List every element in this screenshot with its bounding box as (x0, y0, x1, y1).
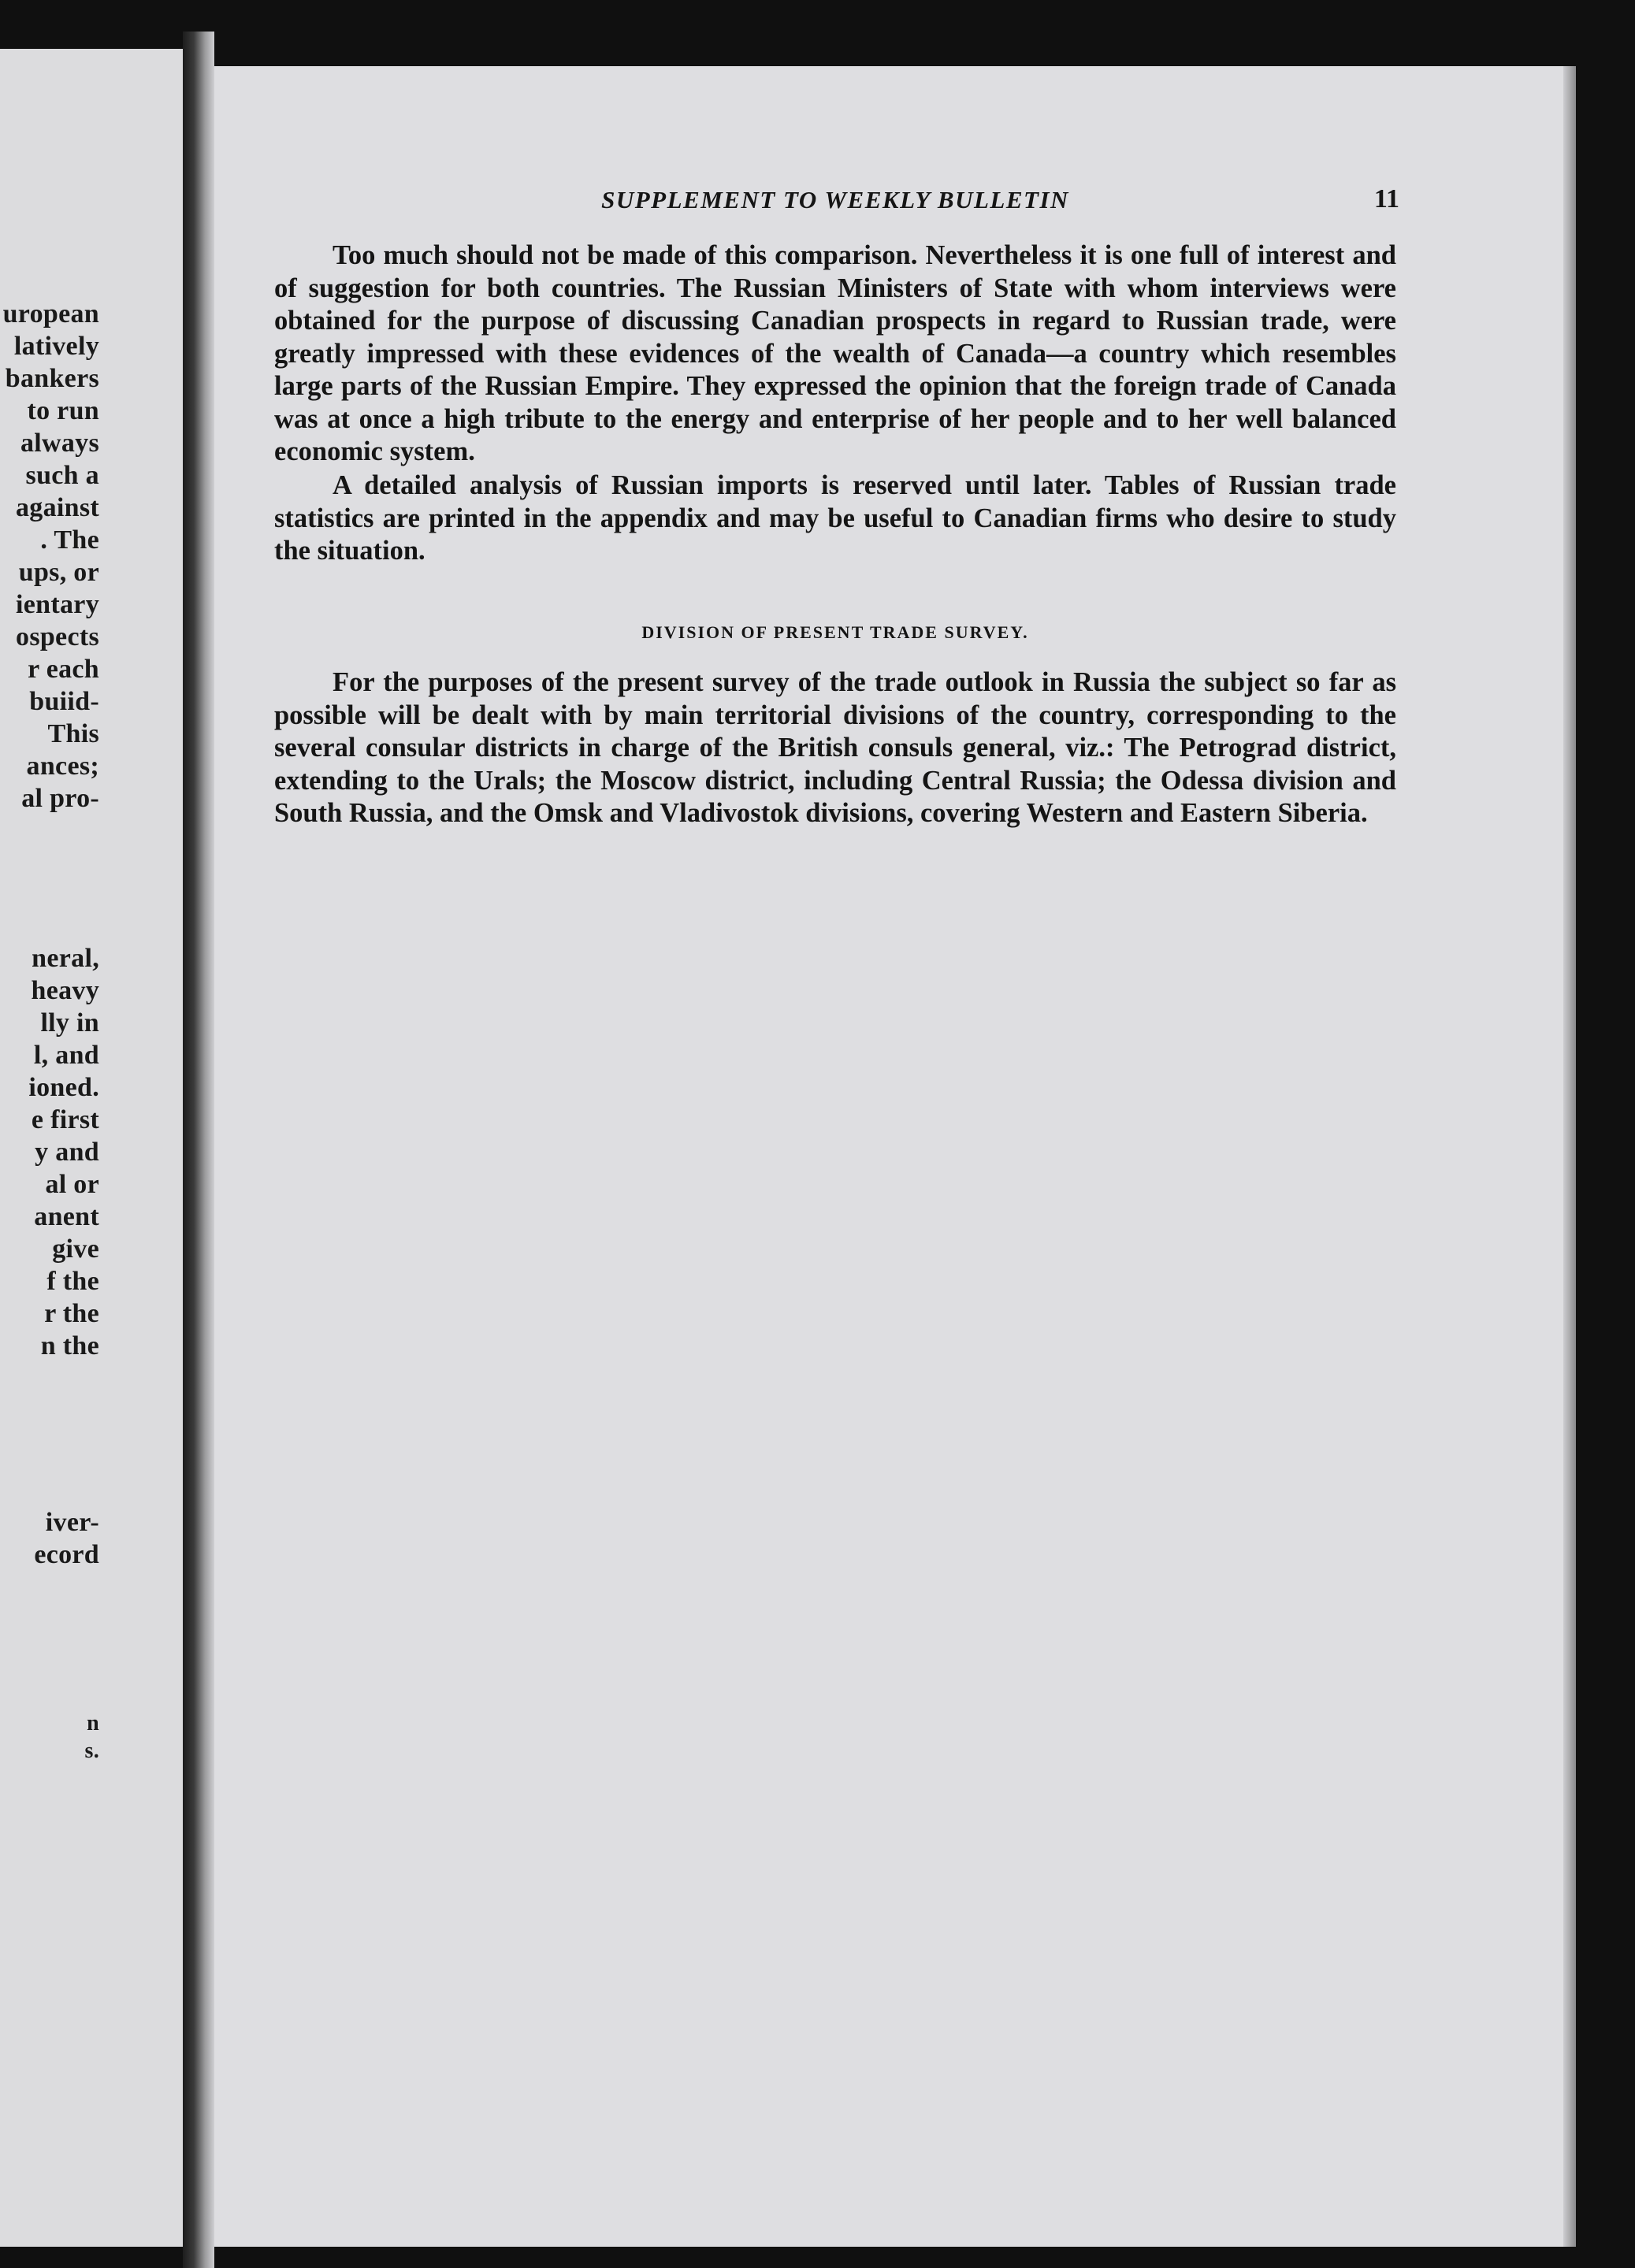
previous-page-fragment (0, 49, 183, 2247)
left-line-27: f the (46, 1267, 99, 1296)
left-line-33: s. (84, 1739, 99, 1763)
left-line-32: n (87, 1711, 99, 1735)
left-line-3: bankers (5, 364, 99, 393)
left-line-16: al pro- (21, 784, 99, 813)
left-line-19: lly in (40, 1008, 99, 1037)
left-line-11: ospects (16, 622, 99, 651)
left-line-24: al or (45, 1170, 99, 1199)
left-line-2: latively (13, 332, 99, 361)
left-line-25: anent (34, 1202, 99, 1231)
left-line-9: ups, or (18, 558, 99, 587)
page-edge-shadow (1563, 66, 1576, 2247)
left-line-28: r the (44, 1299, 99, 1328)
left-line-12: r each (28, 655, 99, 684)
left-line-13: buiid- (29, 687, 99, 716)
left-line-14: This (47, 719, 99, 748)
left-line-26: give (52, 1234, 99, 1264)
left-line-5: always (20, 429, 99, 458)
left-line-15: ances; (26, 752, 99, 781)
section-heading: DIVISION OF PRESENT TRADE SURVEY. (641, 622, 1029, 642)
left-line-31: ecord (34, 1540, 99, 1569)
paragraph-divisions: For the purposes of the present survey of the trade outlook in Russia the subject so far as possible will be dealt with by main territorial divisions of the country, corresponding to the several consular districts in charge of the British consuls general, viz.: The Petrograd district, extending to the Urals; the Moscow district, including Central Russia; the Odessa division and South Russia, and the Omsk and Vladivostok divisions, covering Western and Eastern Siberia. (274, 667, 1396, 828)
left-line-29: n the (40, 1331, 99, 1360)
left-line-7: against (15, 493, 99, 522)
left-line-21: ioned. (28, 1073, 99, 1102)
running-title: SUPPLEMENT TO WEEKLY BULLETIN (601, 186, 1069, 213)
left-line-20: l, and (33, 1041, 99, 1070)
left-line-22: e first (31, 1105, 99, 1134)
left-line-8: . The (40, 525, 99, 555)
paragraph-analysis: A detailed analysis of Russian imports is reserved until later. Tables of Russian trade statistics are printed in the appendix and may be useful to Canadian firms who desire to study the situation. (274, 470, 1396, 566)
left-line-30: iver- (45, 1508, 99, 1537)
left-line-18: heavy (31, 976, 99, 1005)
paragraph-comparison: Too much should not be made of this comparison. Nevertheless it is one full of interest and of suggestion for both countries. The Russian Ministers of State with whom interviews were obtained for the purpose of discussing Canadian prospects in regard to Russian trade, were greatly impressed with these evidences of the wealth of Canada—a country which resembles large parts of the Russian Empire. They expressed the opinion that the foreign trade of Canada was at once a high tribute to the energy and enterprise of her people and to her well balanced economic system. (274, 240, 1396, 466)
left-line-6: such a (25, 461, 99, 490)
left-line-23: y and (35, 1138, 99, 1167)
left-line-17: neral, (32, 944, 99, 973)
left-line-4: to run (27, 396, 99, 425)
left-line-1: uropean (2, 299, 99, 329)
left-line-10: ientary (16, 590, 99, 619)
book-gutter (183, 32, 214, 2268)
page-number: 11 (1373, 184, 1399, 213)
